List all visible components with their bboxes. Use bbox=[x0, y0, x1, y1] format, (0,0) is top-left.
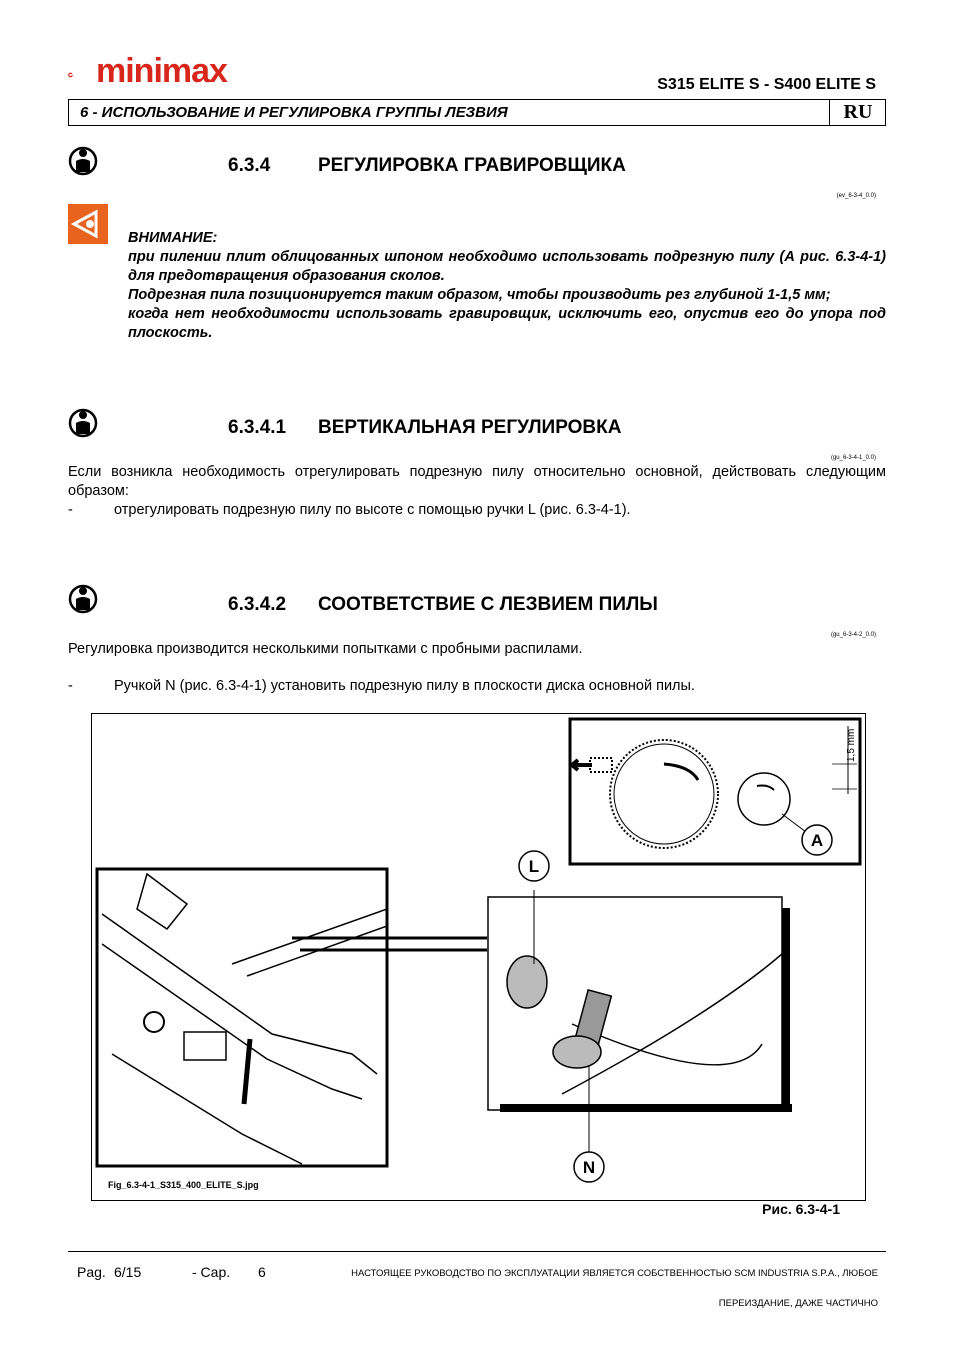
chapter-title: 6 - ИСПОЛЬЗОВАНИЕ И РЕГУЛИРОВКА ГРУППЫ ЛЕЗВИЯ bbox=[80, 104, 508, 121]
callout-l-label: L bbox=[528, 857, 540, 876]
language-code: RU bbox=[829, 99, 886, 126]
warning-title: ВНИМАНИЕ: bbox=[128, 230, 218, 246]
section-code: (gu_6-3-4-2_0.0) bbox=[830, 632, 876, 638]
callout-a-label: A bbox=[810, 831, 824, 850]
section-code: (gu_6-3-4-1_0.0) bbox=[830, 455, 876, 461]
knob-l bbox=[507, 956, 547, 1008]
warning-block bbox=[128, 229, 886, 343]
dimension-label: 1,5 mm bbox=[846, 728, 857, 762]
section-heading-6-3-4 bbox=[228, 155, 626, 177]
section-heading-6-3-4-1 bbox=[228, 417, 621, 439]
copyright-notice: НАСТОЯЩЕЕ РУКОВОДСТВО ПО ЭКСПЛУАТАЦИИ ЯВЛЯЕТСЯ СОБСТВЕННОСТЬЮ SCM INDUSTRIA S.P.A., ЛЮБОЕ bbox=[351, 1268, 878, 1279]
knob-n bbox=[553, 1036, 601, 1068]
operator-icon bbox=[68, 582, 98, 614]
chapter-label: - Cap. bbox=[192, 1264, 231, 1280]
section-number: 6.3.4 bbox=[228, 155, 271, 176]
figure-filename: Fig_6.3-4-1_S315_400_ELITE_S.jpg bbox=[108, 1180, 259, 1190]
warning-line: когда нет необходимости использовать гравировщик, исключить его, опустив его до упора под плоскость. bbox=[128, 306, 886, 341]
warning-icon bbox=[68, 204, 108, 244]
page-label: Pag. bbox=[77, 1264, 106, 1280]
bullet-dash: - bbox=[68, 678, 73, 694]
minimax-logo-mark bbox=[68, 56, 98, 94]
operator-icon bbox=[68, 144, 98, 176]
bullet-dash: - bbox=[68, 502, 73, 518]
footer-divider bbox=[68, 1251, 886, 1252]
operator-icon bbox=[68, 406, 98, 438]
model-name: S315 ELITE S - S400 ELITE S bbox=[657, 76, 876, 93]
section-number: 6.3.4.2 bbox=[228, 594, 287, 615]
chapter-number: 6 bbox=[258, 1264, 266, 1280]
bullet-text: отрегулировать подрезную пилу по высоте с помощью ручки L (рис. 6.3-4-1). bbox=[114, 502, 631, 518]
copyright-notice-cont: ПЕРЕИЗДАНИЕ, ДАЖЕ ЧАСТИЧНО bbox=[718, 1298, 878, 1309]
callout-n-label: N bbox=[582, 1158, 596, 1177]
paragraph: Регулировка производится несколькими попытками с пробными распилами. bbox=[68, 641, 583, 657]
warning-line: Подрезная пила позиционируется таким образом, чтобы производить рез глубиной 1-1,5 мм; bbox=[128, 287, 831, 303]
paragraph: Если возникла необходимость отрегулировать подрезную пилу относительно основной, действовать следующим образом: bbox=[68, 464, 886, 499]
section-number: 6.3.4.1 bbox=[228, 417, 287, 438]
warning-line: при пилении плит облицованных шпоном необходимо использовать подрезную пилу (А рис. 6.3-4-1) для предотвращения образования сколов. bbox=[128, 249, 886, 284]
main-saw-blade bbox=[610, 740, 718, 848]
section-code: (ev_6-3-4_0.0) bbox=[836, 193, 876, 199]
machine-overview bbox=[97, 869, 387, 1166]
section-title: РЕГУЛИРОВКА ГРАВИРОВЩИКА bbox=[318, 155, 626, 176]
brand-logo: minimax bbox=[96, 52, 227, 90]
bullet-text: Ручкой N (рис. 6.3-4-1) установить подрезную пилу в плоскости диска основной пилы. bbox=[114, 678, 695, 694]
section-heading-6-3-4-2 bbox=[228, 594, 658, 616]
figure-caption: Рис. 6.3-4-1 bbox=[762, 1201, 840, 1217]
figure-illustration bbox=[92, 714, 865, 1200]
section-title: ВЕРТИКАЛЬНАЯ РЕГУЛИРОВКА bbox=[318, 417, 622, 438]
page-number: 6/15 bbox=[114, 1264, 142, 1280]
section-title: СООТВЕТСТВИЕ С ЛЕЗВИЕМ ПИЛЫ bbox=[318, 594, 658, 615]
scoring-saw-blade bbox=[738, 773, 790, 825]
